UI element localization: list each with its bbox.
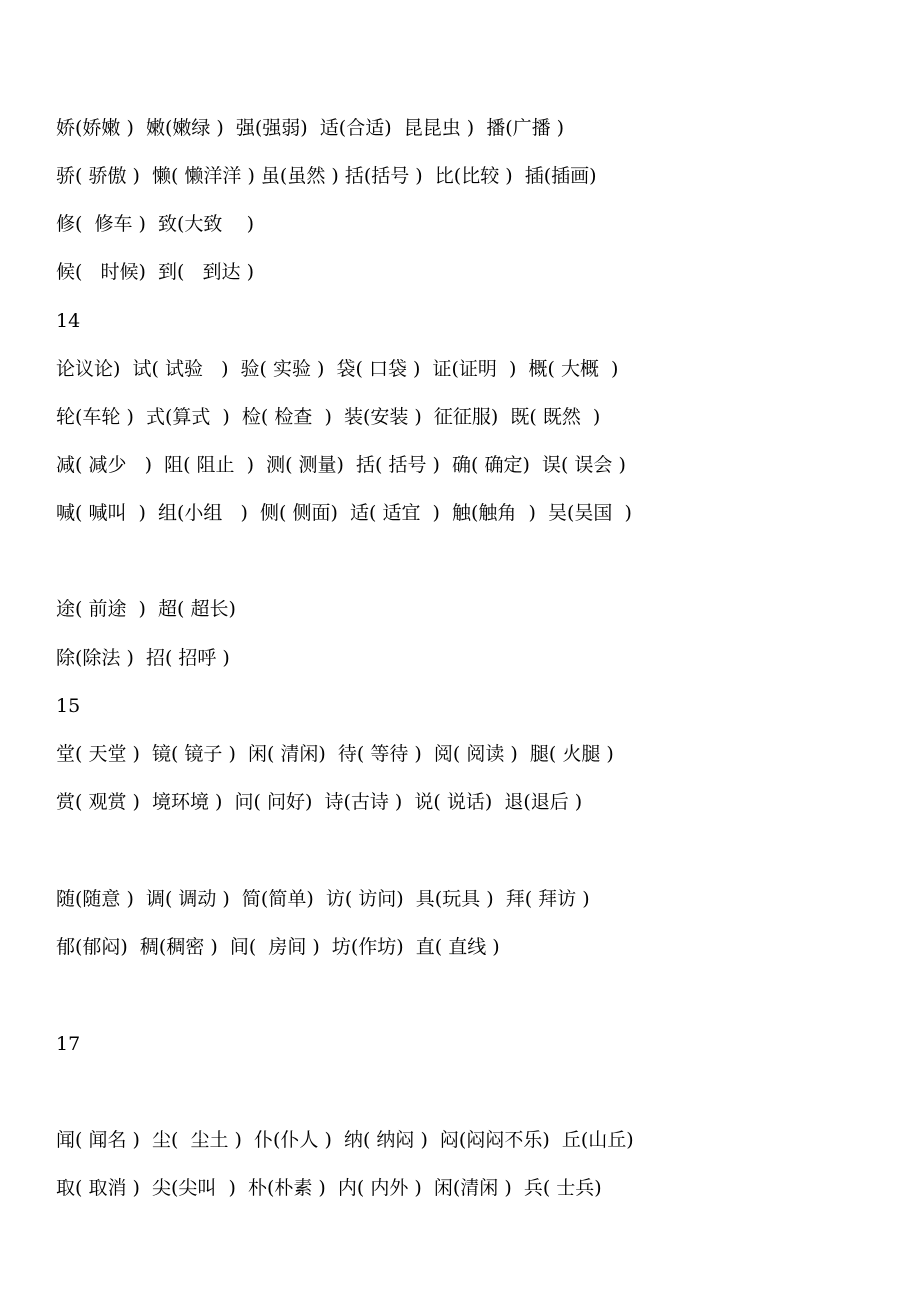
vocab-line: 闻( 闻名 ) 尘( 尘土 ) 仆(仆人 ) 纳( 纳闷 ) 闷(闷闷不乐) 丘(山丘) [56, 1129, 634, 1151]
vocab-line: 修( 修车 ) 致(大致 ) [56, 213, 255, 235]
vocab-line: 取( 取消 ) 尖(尖叫 ) 朴(朴素 ) 内( 内外 ) 闲(清闲 ) 兵( 士兵) [56, 1177, 602, 1199]
lesson-number: 17 [56, 1033, 81, 1055]
vocab-line: 除(除法 ) 招( 招呼 ) [56, 647, 230, 669]
vocab-line: 赏( 观赏 ) 境环境 ) 问( 问好) 诗(古诗 ) 说( 说话) 退(退后 ) [56, 791, 583, 813]
vocab-line: 轮(车轮 ) 式(算式 ) 检( 检查 ) 装(安装 ) 征征服) 既( 既然 ) [56, 406, 601, 428]
vocab-line: 随(随意 ) 调( 调动 ) 简(简单) 访( 访问) 具(玩具 ) 拜( 拜访 ) [56, 888, 590, 910]
lesson-number: 15 [56, 695, 81, 717]
vocab-line: 喊( 喊叫 ) 组(小组 ) 侧( 侧面) 适( 适宜 ) 触(触角 ) 吴(吴国 ) [56, 502, 632, 524]
vocab-line: 堂( 天堂 ) 镜( 镜子 ) 闲( 清闲) 待( 等待 ) 阅( 阅读 ) 腿( 火腿 ) [56, 743, 614, 765]
vocab-line: 骄( 骄傲 ) 懒( 懒洋洋 ) 虽(虽然 ) 括(括号 ) 比(比较 ) 插(插画) [56, 165, 597, 187]
lesson-number: 14 [56, 310, 81, 332]
vocab-line: 娇(娇嫩 ) 嫩(嫩绿 ) 强(强弱) 适(合适) 昆昆虫 ) 播(广播 ) [56, 117, 565, 139]
vocab-line: 减( 减少 ) 阻( 阻止 ) 测( 测量) 括( 括号 ) 确( 确定) 误( 误会 ) [56, 454, 626, 476]
vocab-line: 途( 前途 ) 超( 超长) [56, 598, 236, 620]
vocab-line: 候( 时候) 到( 到达 ) [56, 261, 255, 283]
vocab-line: 论议论) 试( 试验 ) 验( 实验 ) 袋( 口袋 ) 证(证明 ) 概( 大概 ) [56, 358, 619, 380]
vocab-line: 郁(郁闷) 稠(稠密 ) 间( 房间 ) 坊(作坊) 直( 直线 ) [56, 936, 500, 958]
